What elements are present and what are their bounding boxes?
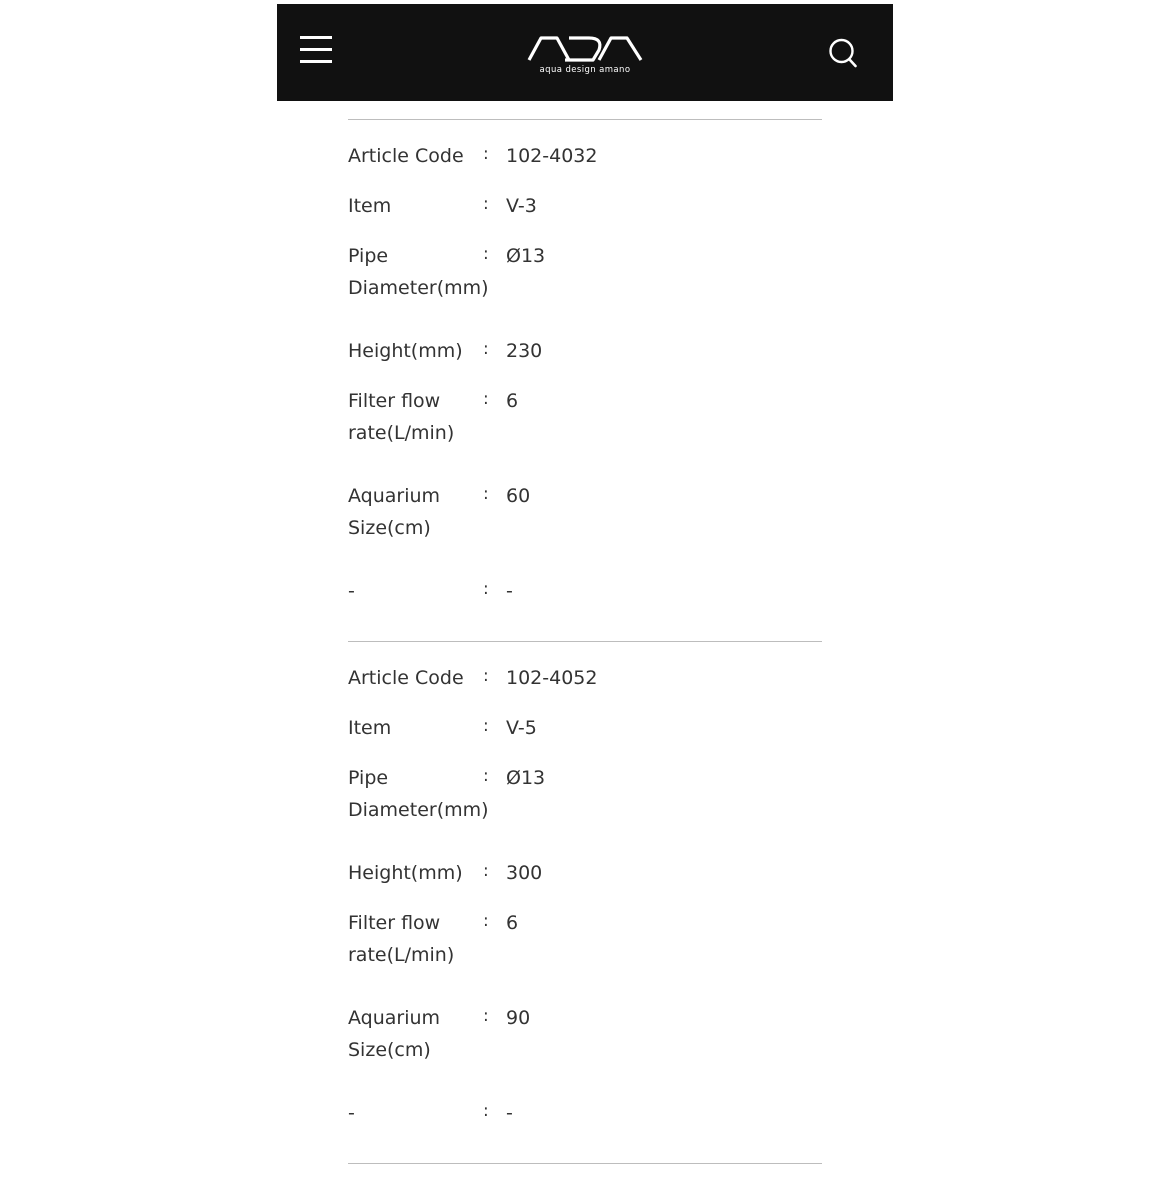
spec-value: 102-4032 xyxy=(506,145,598,167)
spec-label: Article Code xyxy=(348,145,464,167)
spec-colon: : xyxy=(483,144,489,164)
spec-value: - xyxy=(506,580,513,602)
spec-colon: : xyxy=(483,244,489,264)
spec-value: Ø13 xyxy=(506,245,546,267)
spec-value: 60 xyxy=(506,485,531,507)
site-header xyxy=(277,4,893,101)
spec-row xyxy=(348,907,822,971)
spec-row xyxy=(348,480,822,544)
spec-colon: : xyxy=(483,389,489,409)
spec-label: Article Code xyxy=(348,667,464,689)
page xyxy=(277,0,893,1170)
spec-table xyxy=(348,641,822,1163)
spec-row xyxy=(348,662,822,694)
ada-logo[interactable] xyxy=(527,34,643,74)
spec-value: 6 xyxy=(506,390,519,412)
spec-label: Pipe Diameter(mm) xyxy=(348,245,489,299)
spec-label: Item xyxy=(348,717,392,739)
spec-label: Aquarium Size(cm) xyxy=(348,1007,441,1061)
spec-value: 6 xyxy=(506,912,519,934)
spec-colon: : xyxy=(483,911,489,931)
spec-colon: : xyxy=(483,339,489,359)
spec-value: Ø13 xyxy=(506,767,546,789)
spec-label: Height(mm) xyxy=(348,862,463,884)
spec-row xyxy=(348,335,822,367)
spec-value: 90 xyxy=(506,1007,531,1029)
spec-label: Filter flow rate(L/min) xyxy=(348,390,455,444)
spec-colon: : xyxy=(483,1006,489,1026)
logo-tagline: aqua design amano xyxy=(539,65,631,74)
spec-label: Filter flow rate(L/min) xyxy=(348,912,455,966)
spec-value: V-3 xyxy=(506,195,537,217)
spec-colon: : xyxy=(483,484,489,504)
spec-label: Item xyxy=(348,195,392,217)
spec-colon: : xyxy=(483,716,489,736)
spec-row xyxy=(348,575,822,607)
spec-label: Aquarium Size(cm) xyxy=(348,485,441,539)
spec-row xyxy=(348,1097,822,1129)
spec-colon: : xyxy=(483,194,489,214)
spec-row xyxy=(348,712,822,744)
spec-tables xyxy=(348,119,822,1200)
spec-colon: : xyxy=(483,666,489,686)
spec-table-next xyxy=(348,1163,822,1200)
spec-value: 230 xyxy=(506,340,543,362)
spec-colon: : xyxy=(483,766,489,786)
spec-row xyxy=(348,857,822,889)
spec-value: V-5 xyxy=(506,717,537,739)
spec-colon: : xyxy=(483,861,489,881)
spec-row xyxy=(348,385,822,449)
spec-row xyxy=(348,190,822,222)
spec-colon: : xyxy=(483,579,489,599)
spec-label: Pipe Diameter(mm) xyxy=(348,767,489,821)
spec-row xyxy=(348,762,822,826)
spec-row xyxy=(348,140,822,172)
spec-value: 102-4052 xyxy=(506,667,598,689)
spec-row xyxy=(348,240,822,304)
spec-row xyxy=(348,1002,822,1066)
spec-label: Height(mm) xyxy=(348,340,463,362)
spec-value: - xyxy=(506,1102,513,1124)
spec-value: 300 xyxy=(506,862,543,884)
spec-label: - xyxy=(348,1102,355,1124)
search-icon[interactable] xyxy=(829,38,857,68)
hamburger-menu-icon[interactable] xyxy=(300,34,332,66)
spec-table xyxy=(348,119,822,641)
spec-label: - xyxy=(348,580,355,602)
spec-colon: : xyxy=(483,1101,489,1121)
